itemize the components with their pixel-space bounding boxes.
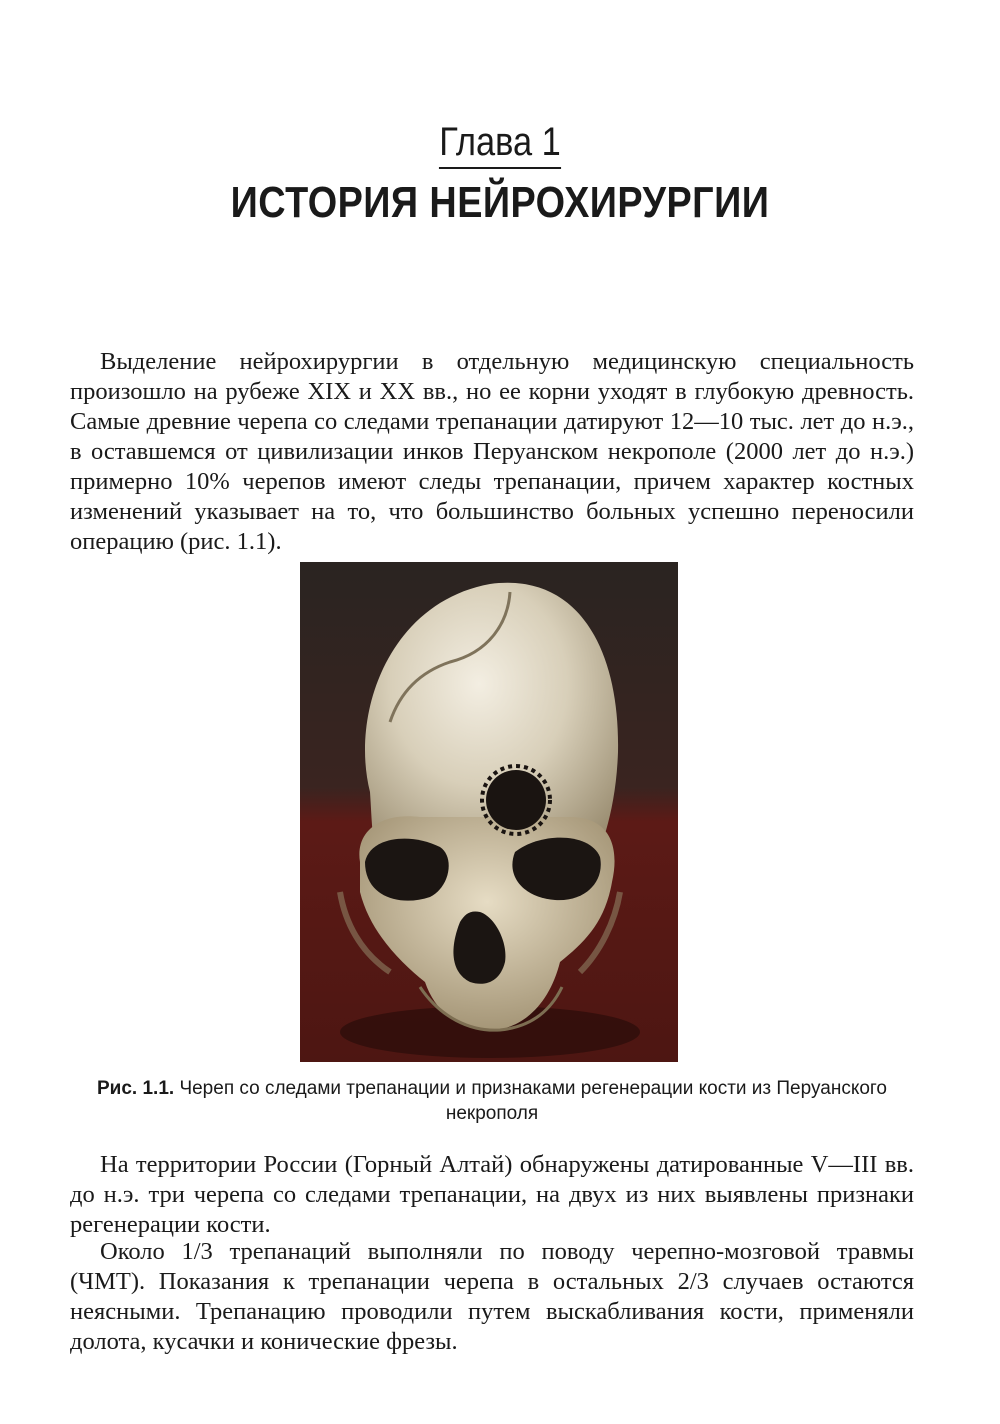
skull-photo bbox=[300, 562, 678, 1062]
chapter-number: Глава 1 bbox=[439, 120, 561, 169]
paragraph-intro: Выделение нейрохирургии в отдельную медицинскую специальность произошло на рубеже XIX и XX вв., но ее корни уходят в глубокую древность. Самые древние черепа со следами трепанации датируют 12—10 тыс. лет до н.э., в оставшемся от цивилизации инков Перуанском некрополе (2000 лет до н.э.) примерно 10% черепов имеют следы трепанации, причем характер костных изменений указывает на то, что большинство больных успешно переносили операцию (рис. 1.1). bbox=[70, 348, 914, 555]
paragraph-indications: Около 1/3 трепанаций выполняли по поводу черепно-мозговой травмы (ЧМТ). Показания к трепанации черепа в остальных 2/3 случаев остаются неясными. Трепанацию проводили путем выскабливания кости, применяли долота, кусачки и конические фрезы. bbox=[70, 1238, 914, 1355]
caption-number: Рис. 1.1. bbox=[97, 1078, 175, 1099]
caption-text: Череп со следами трепанации и признаками регенерации кости из Перуанского некрополя bbox=[179, 1078, 887, 1124]
paragraph-altai: На территории России (Горный Алтай) обнаружены датированные V—III вв. до н.э. три черепа со следами трепанации, на двух из них выявлены признаки регенерации кости. bbox=[70, 1151, 914, 1238]
trepanned-skull-image bbox=[300, 562, 678, 1062]
chapter-title: ИСТОРИЯ НЕЙРОХИРУРГИИ bbox=[230, 178, 770, 227]
figure-caption bbox=[70, 1076, 914, 1126]
chapter-label bbox=[70, 120, 930, 169]
